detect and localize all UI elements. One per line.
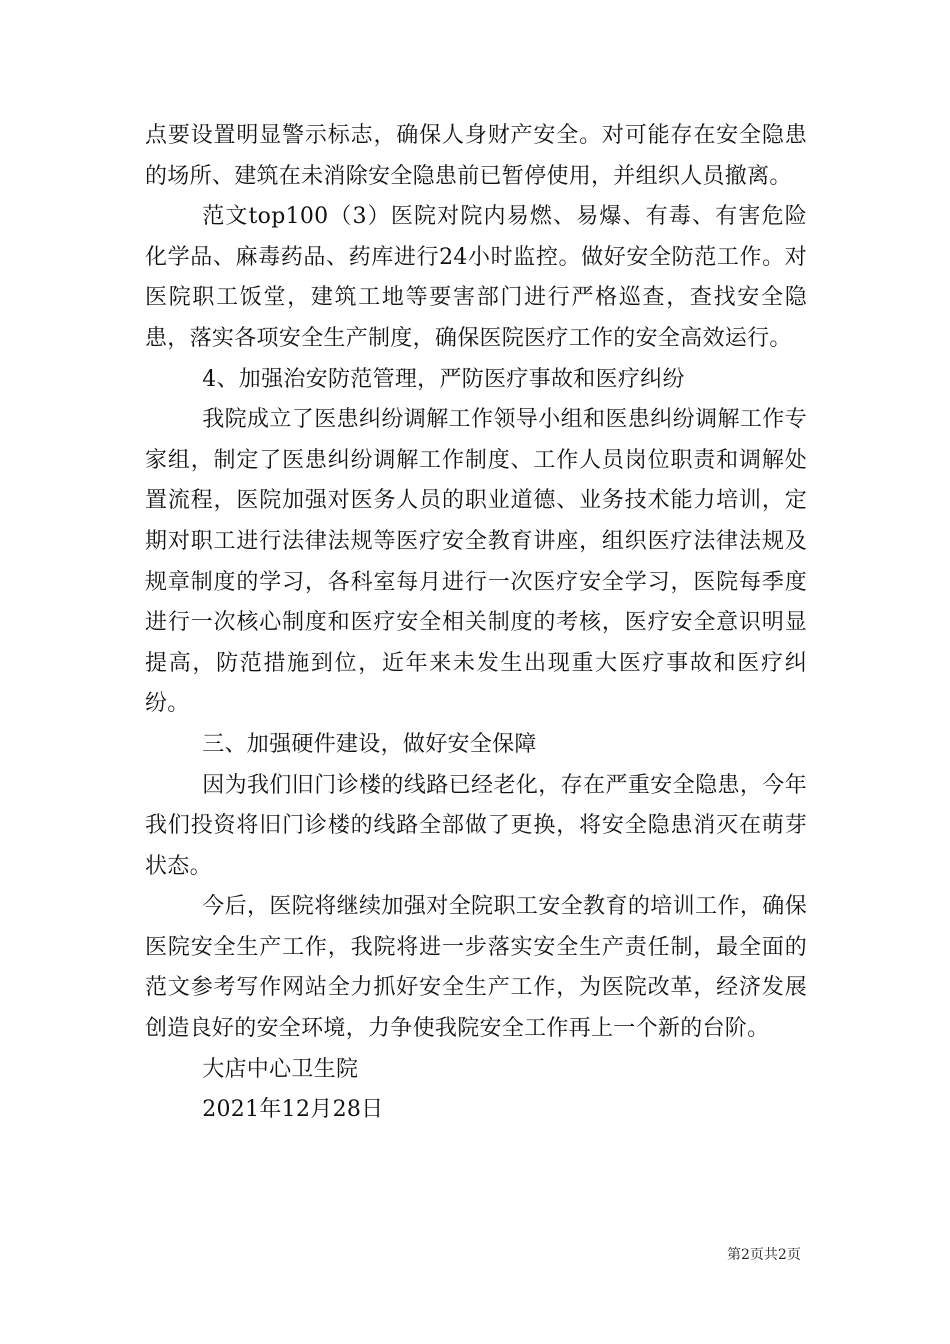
paragraph-wiring-upgrade: 因为我们旧门诊楼的线路已经老化，存在严重安全隐患，今年我们投资将旧门诊楼的线路全部做了更换，将安全隐患消灭在萌芽状态。 bbox=[145, 772, 807, 879]
paragraph-dispute-mediation: 我院成立了医患纠纷调解工作领导小组和医患纠纷调解工作专家组，制定了医患纠纷调解工作制度、工作人员岗位职责和调解处置流程，医院加强对医务人员的职业道德、业务技术能力培训，定期对职工进行法律法规等医疗安全教育讲座，组织医疗法律法规及规章制度的学习，各科室每月进行一次医疗安全学习，医院每季度进行一次核心制度和医疗安全相关制度的考核，医疗安全意识明显提高，防范措施到位，近年来未发生出现重大医疗事故和医疗纠纷。 bbox=[145, 407, 807, 717]
paragraph-hazard-monitoring: 范文top100（3）医院对院内易燃、易爆、有毒、有害危险化学品、麻毒药品、药库进行24小时监控。做好安全防范工作。对医院职工饭堂，建筑工地等要害部门进行严格巡查，查找安全隐患，落实各项安全生产制度，确保医院医疗工作的安全高效运行。 bbox=[145, 204, 807, 351]
section-heading-security: 4、加强治安防范管理，严防医疗事故和医疗纠纷 bbox=[202, 366, 685, 392]
page-number: 第2页共2页 bbox=[727, 1247, 801, 1263]
document-body bbox=[145, 116, 807, 1131]
paragraph-continuation: 点要设置明显警示标志，确保人身财产安全。对可能存在安全隐患的场所、建筑在未消除安全隐患前已暂停使用，并组织人员撤离。 bbox=[145, 123, 807, 189]
paragraph-future-plans: 今后，医院将继续加强对全院职工安全教育的培训工作，确保医院安全生产工作，我院将进一步落实安全生产责任制，最全面的范文参考写作网站全力抓好安全生产工作，为医院改革，经济发展创造良好的安全环境，力争使我院安全工作再上一个新的台阶。 bbox=[145, 894, 807, 1042]
signature-date: 2021年12月28日 bbox=[202, 1097, 384, 1123]
section-heading-hardware: 三、加强硬件建设，做好安全保障 bbox=[202, 731, 537, 757]
signature-organization: 大店中心卫生院 bbox=[202, 1056, 359, 1082]
